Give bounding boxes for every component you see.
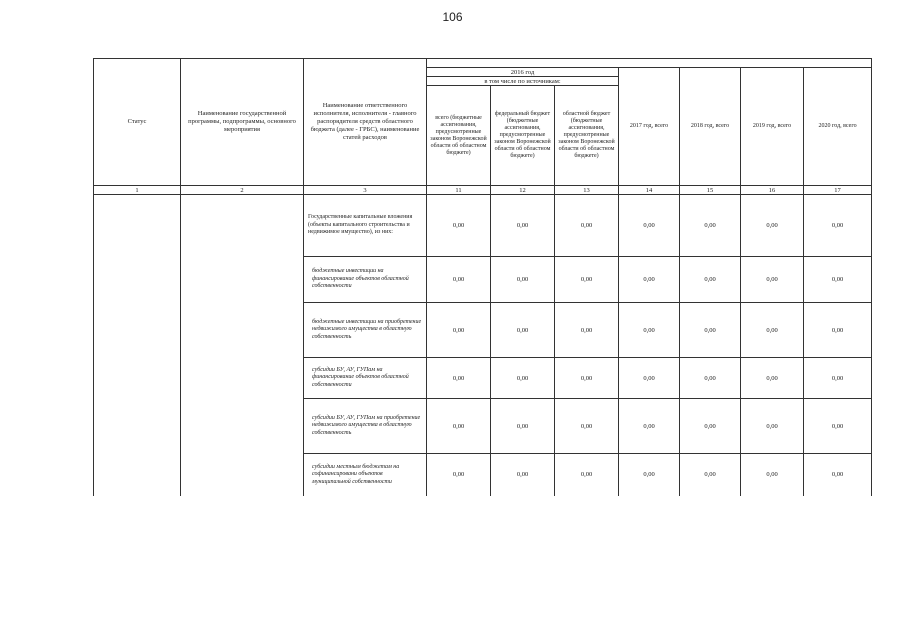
row-value: 0,00	[804, 358, 872, 399]
row-value: 0,00	[555, 303, 619, 358]
row-value: 0,00	[491, 303, 555, 358]
col-num: 11	[427, 186, 491, 195]
header-total-2016: всего (бюджетные ассигнования, предусмотренные законом Воронежской области об областном бюджете)	[427, 86, 491, 186]
header-top-strip	[94, 59, 872, 68]
row-value: 0,00	[741, 257, 804, 303]
row-value: 0,00	[804, 195, 872, 257]
row-value: 0,00	[427, 358, 491, 399]
row-value: 0,00	[741, 399, 804, 454]
row-value: 0,00	[619, 257, 680, 303]
row-value: 0,00	[741, 195, 804, 257]
col-num: 14	[619, 186, 680, 195]
header-2017: 2017 год, всего	[619, 68, 680, 186]
header-federal: федеральный бюджет (бюджетные ассигнования, предусмотренные законом Воронежской области об областном бюджете)	[491, 86, 555, 186]
row-value: 0,00	[619, 358, 680, 399]
header-executor: Наименование ответственного исполнителя, исполнителя - главного распорядителя средств областного бюджета (далее - ГРБС), наименование статей расходов	[304, 59, 427, 186]
col-num: 1	[94, 186, 181, 195]
col-num: 17	[804, 186, 872, 195]
row-value: 0,00	[427, 399, 491, 454]
row-value: 0,00	[741, 303, 804, 358]
header-program: Наименование государственной программы, подпрограммы, основного мероприятия	[181, 59, 304, 186]
row-name: Государственные капитальные вложения (объекты капитального строительства и недвижимое имущество), из них:	[304, 195, 427, 257]
row-value: 0,00	[680, 303, 741, 358]
col-num: 3	[304, 186, 427, 195]
col-num: 15	[680, 186, 741, 195]
header-year-2016: 2016 год	[427, 68, 619, 77]
row-value: 0,00	[619, 303, 680, 358]
col-num: 16	[741, 186, 804, 195]
row-value: 0,00	[741, 454, 804, 496]
row-value: 0,00	[555, 257, 619, 303]
row-value: 0,00	[491, 195, 555, 257]
row-value: 0,00	[427, 257, 491, 303]
row-value: 0,00	[491, 454, 555, 496]
row-value: 0,00	[680, 399, 741, 454]
row-value: 0,00	[804, 454, 872, 496]
header-2019: 2019 год, всего	[741, 68, 804, 186]
header-regional: областной бюджет (бюджетные ассигнования, предусмотренные законом Воронежской области об областном бюджете)	[555, 86, 619, 186]
row-name: субсидии БУ, АУ, ГУПам на финансирование объектов областной собственности	[304, 358, 427, 399]
row-value: 0,00	[555, 454, 619, 496]
row-value: 0,00	[427, 303, 491, 358]
page-number: 106	[442, 10, 463, 24]
row-value: 0,00	[555, 358, 619, 399]
row-name: бюджетные инвестиции на финансирование объектов областной собственности	[304, 257, 427, 303]
program-cell	[181, 195, 304, 496]
row-value: 0,00	[619, 399, 680, 454]
row-value: 0,00	[491, 399, 555, 454]
row-value: 0,00	[619, 454, 680, 496]
row-value: 0,00	[491, 358, 555, 399]
row-name: субсидии местным бюджетам на софинансировани объектов муниципальной собственности	[304, 454, 427, 496]
row-value: 0,00	[680, 257, 741, 303]
row-name: субсидии БУ, АУ, ГУПам на приобретение недвижимого имущества в областную собственность	[304, 399, 427, 454]
row-value: 0,00	[804, 399, 872, 454]
table-row	[94, 195, 872, 257]
row-value: 0,00	[680, 454, 741, 496]
row-value: 0,00	[680, 195, 741, 257]
status-cell	[94, 195, 181, 496]
row-value: 0,00	[555, 195, 619, 257]
col-num: 13	[555, 186, 619, 195]
row-value: 0,00	[427, 454, 491, 496]
row-value: 0,00	[491, 257, 555, 303]
header-2018: 2018 год, всего	[680, 68, 741, 186]
row-value: 0,00	[804, 257, 872, 303]
header-strip-cell	[427, 59, 872, 68]
col-num: 2	[181, 186, 304, 195]
budget-table	[93, 58, 872, 496]
row-value: 0,00	[680, 358, 741, 399]
row-value: 0,00	[804, 303, 872, 358]
col-num: 12	[491, 186, 555, 195]
row-value: 0,00	[619, 195, 680, 257]
header-2020: 2020 год, всего	[804, 68, 872, 186]
header-status: Статус	[94, 59, 181, 186]
row-value: 0,00	[741, 358, 804, 399]
row-value: 0,00	[427, 195, 491, 257]
column-number-row	[94, 186, 872, 195]
row-name: бюджетные инвестиции на приобретение недвижимого имущества в областную собственность	[304, 303, 427, 358]
header-sources: в том числе по источникам:	[427, 77, 619, 86]
row-value: 0,00	[555, 399, 619, 454]
